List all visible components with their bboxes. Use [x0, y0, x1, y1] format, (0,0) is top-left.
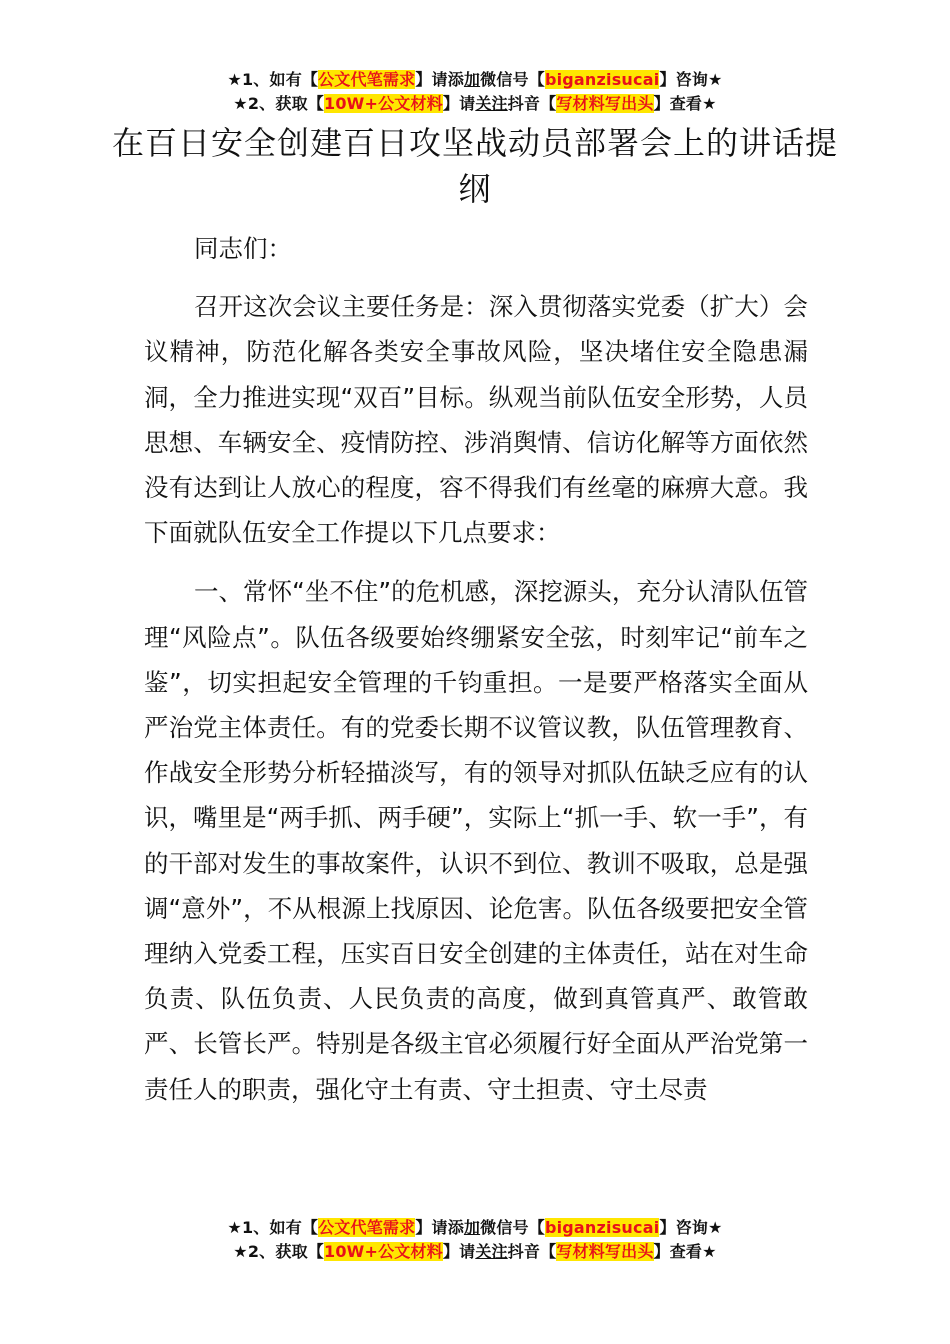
banner-text: ★2、获取【 — [233, 94, 324, 113]
banner-text: 微信号【 — [480, 70, 545, 89]
banner-underlined-text: 关注 — [475, 94, 508, 113]
banner-text: 抖音【 — [507, 94, 557, 113]
banner-text: 】请 — [442, 94, 476, 113]
banner-line-2 — [0, 1240, 950, 1264]
header-banner — [0, 68, 950, 116]
banner-underlined-text: 关注 — [475, 1242, 508, 1261]
banner-text: 】查看★ — [653, 1242, 717, 1261]
banner-line-1 — [0, 1216, 950, 1240]
paragraph-intro: 召开这次会议主要任务是：深入贯彻落实党委（扩大）会议精神，防范化解各类安全事故风险，坚决堵住安全隐患漏洞，全力推进实现“双百”目标。纵观当前队伍安全形势，人员思想、车辆安全、疫情防控、涉消舆情、信访化解等方面依然没有达到让人放心的程度，容不得我们有丝毫的麻痹大意。我下面就队伍安全工作提以下几点要求： — [144, 292, 808, 548]
document-title: 在百日安全创建百日攻坚战动员部署会上的讲话提纲 — [111, 124, 838, 208]
banner-highlight: 公文代笔需求 — [318, 1218, 416, 1237]
banner-text: ★2、获取【 — [233, 1242, 324, 1261]
banner-line-2 — [0, 92, 950, 116]
footer-banner — [0, 1216, 950, 1264]
banner-line-1 — [0, 68, 950, 92]
banner-text: ★1、如有【 — [227, 70, 319, 89]
greeting: 同志们： — [194, 234, 292, 263]
banner-text: 微信号【 — [480, 1218, 545, 1237]
banner-text: 】咨询★ — [659, 1218, 723, 1237]
paragraph-section-1: 一、常怀“坐不住”的危机感，深挖源头，充分认清队伍管理“风险点”。队伍各级要始终绷紧安全弦，时刻牢记“前车之鉴”，切实担起安全管理的千钧重担。一是要严格落实全面从严治党主体责任。有的党委长期不议管议教，队伍管理教育、作战安全形势分析轻描淡写，有的领导对抓队伍缺乏应有的认识，嘴里是“两手抓、两手硬”，实际上“抓一手、软一手”，有的干部对发生的事故案件，认识不到位、教训不吸取，总是强调“意外”，不从根源上找原因、论危害。队伍各级要把安全管理纳入党委工程，压实百日安全创建的主体责任，站在对生命负责、队伍负责、人民负责的高度，做到真管真严、敢管敢严、长管长严。特别是各级主官必须履行好全面从严治党第一责任人的职责，强化守土有责、守土担责、守土尽责 — [144, 577, 808, 1104]
banner-text: 抖音【 — [507, 1242, 557, 1261]
banner-highlight: 10W+公文材料 — [323, 94, 443, 113]
banner-text: 】请 — [442, 1242, 476, 1261]
document-body — [144, 226, 808, 1112]
banner-wechat-id: biganzisucai — [544, 70, 660, 89]
banner-highlight: 公文代笔需求 — [318, 70, 416, 89]
banner-highlight: 10W+公文材料 — [323, 1242, 443, 1261]
banner-douyin-account: 写材料写出头 — [556, 1242, 654, 1261]
banner-text: 】请添 — [415, 1218, 464, 1237]
banner-text: 】请添 — [415, 70, 464, 89]
banner-text: 】咨询★ — [659, 70, 723, 89]
banner-douyin-account: 写材料写出头 — [556, 94, 654, 113]
banner-text: 】查看★ — [653, 94, 717, 113]
banner-text: ★1、如有【 — [227, 1218, 319, 1237]
banner-wechat-id: biganzisucai — [544, 1218, 660, 1237]
banner-underlined-text: 加 — [463, 1218, 481, 1237]
banner-underlined-text: 加 — [463, 70, 481, 89]
